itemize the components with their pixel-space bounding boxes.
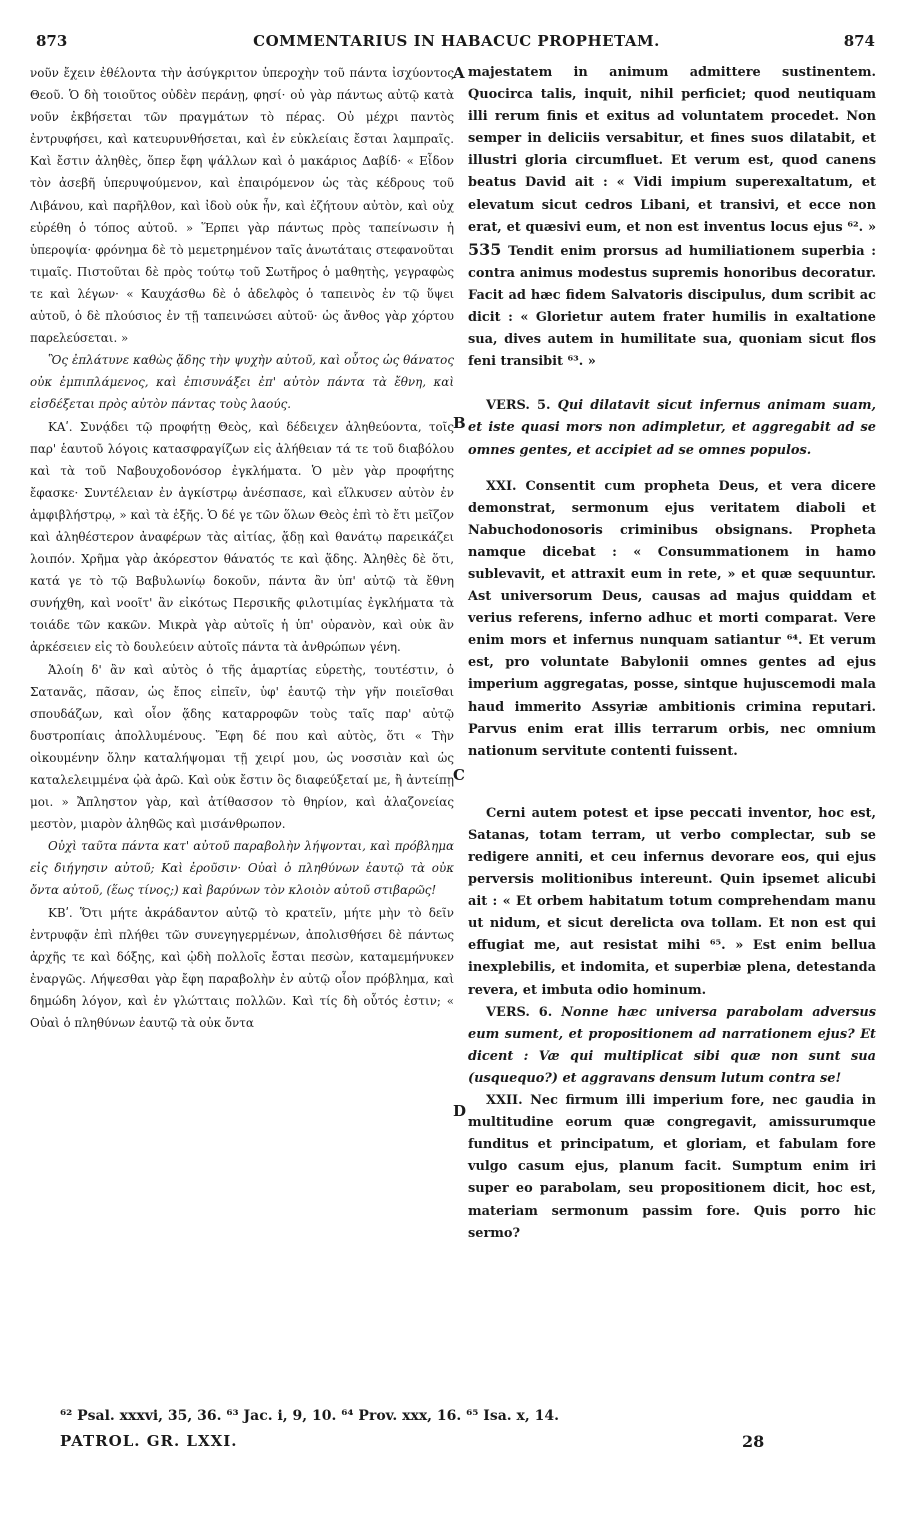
section-marker: C <box>453 766 465 784</box>
verse-label: VERS. 6. <box>486 1004 553 1020</box>
verse-text: Nonne hæc universa parabolam adversus eum sument, et propositionem ad narrationem ejus? Et dicent : Væ qui multiplicat sibi quæ non sunt sua (usquequo?) et aggravans densum lutum contra se! <box>468 1004 876 1086</box>
latin-paragraph: XXI. Consentit cum propheta Deus, et vera dicere demonstrat, sermonum ejus veritatem diaboli et Nabuchodonosoris criminibus obsignans. Propheta namque dicebat : « Consummationem in hamo sublevavit, et attraxit eum in rete, » et quæ sequuntur. Ast universorum Deus, causas ad majus quiddam et verius referens, inferno adhuc et morti comparat. Vere enim mors et infernus nunquam satiantur ⁶⁴. Et verum est, pro voluntate Babylonii omnes gentes ad ejus imperium aggregatas, posse, sintque hujuscemodi mala haud immerito Assyriæ ambitionis crimina reputari. Parvus enim erat illis terrarum orbis, nec omnium nationum servitute contenti fuissent. <box>468 478 876 759</box>
section-marker: D <box>453 1102 467 1120</box>
greek-paragraph: ΚΒʹ. Ὅτι μήτε ἀκράδαντον αὐτῷ τὸ κρατεῖν, μήτε μὴν τὸ δεῖν ἐντρυφᾷν ἐπὶ πλήθει τῶν συνεγηγερμένων, ἀπολισθήσει δὲ πάντως ἀρχῆς τε καὶ δόξης, καὶ ᾠδὴ πολλοῖς ἔσται πεσὼν, καταμεμήνυκεν ἐναργῶς. Λήψεσθαι γὰρ ἔφη παραβολὴν ἐν αὐτῷ οἷον πρόβλημα, καὶ δημώδη λόγον, καὶ ἐν γλώτταις πολλῶν. Καὶ τίς δὴ οὗτός ἐστιν; « Οὐαὶ ὁ πληθύνων ἑαυτῷ τὰ οὐκ ὄντα <box>30 905 454 1031</box>
section-marker: B <box>453 414 466 432</box>
signature-number: 28 <box>742 1432 765 1451</box>
section-marker: A <box>453 64 465 82</box>
latin-paragraph <box>468 62 876 373</box>
column-number: 535 <box>468 239 502 259</box>
verse-label: VERS. 5. <box>486 398 551 414</box>
page-number-left: 873 <box>36 32 68 50</box>
greek-verse-5: Ὃς ἐπλάτυνε καθὼς ᾅδης τὴν ψυχὴν αὐτοῦ, καὶ οὗτος ὡς θάνατος οὐκ ἐμπιπλάμενος, καὶ ἐπισυνάξει ἐπ' αὐτὸν πάντα τὰ ἔθνη, καὶ εἰσδέξεται πρὸς αὐτὸν πάντας τοὺς λαούς. <box>30 353 454 412</box>
running-title: COMMENTARIUS IN HABACUC PROPHETAM. <box>253 32 660 50</box>
latin-verse-5 <box>468 395 876 461</box>
latin-column <box>468 62 876 1245</box>
latin-paragraph: XXII. Nec firmum illi imperium fore, nec gaudia in multitudine eorum quæ congregavit, amissurumque funditus et principatum, et gloriam, et fabulam fore vulgo casum ejus, planum facit. Sumptum enim iri super eo parabolam, seu propositionem dicit, hoc est, materiam sermonum passim fore. Quis porro hic sermo? <box>468 1093 876 1241</box>
greek-column <box>30 62 454 1034</box>
verse-text: Qui dilatavit sicut infernus animam suam, et iste quasi mors non adimpletur, et aggregabit ad se omnes gentes, et accipiet ad se omnes populos. <box>468 398 876 458</box>
latin-verse-6 <box>468 1002 876 1090</box>
greek-verse-6: Οὐχὶ ταῦτα πάντα κατ' αὐτοῦ παραβολὴν λήψονται, καὶ πρόβλημα εἰς διήγησιν αὐτοῦ; Καὶ ἐροῦσιν· Οὐαὶ ὁ πληθύνων ἑαυτῷ τὰ οὐκ ὄντα αὐτοῦ, (ἕως τίνος;) καὶ βαρύνων τὸν κλοιὸν αὐτοῦ στιβαρῶς! <box>30 839 454 898</box>
footnotes: ⁶² Psal. xxxvi, 35, 36. ⁶³ Jac. i, 9, 10. ⁶⁴ Prov. xxx, 16. ⁶⁵ Isa. x, 14. <box>60 1408 559 1424</box>
page-number-right: 874 <box>843 32 875 50</box>
greek-paragraph: Ἁλοίη δ' ἂν καὶ αὐτὸς ὁ τῆς ἁμαρτίας εὑρετὴς, τουτέστιν, ὁ Σατανᾶς, πᾶσαν, ὡς ἔπος εἰπεῖν, ὑφ' ἑαυτῷ τὴν γῆν ποιεῖσθαι σπουδάζων, καὶ οἷον ᾅδης καταρροφῶν τοὺς ταῖς παρ' αὐτῷ δυστροπίαις ἀπολλυμένους. Ἔφη δέ που καὶ αὐτὸς, ὅτι « Τὴν οἰκουμένην ὅλην καταλήψομαι τῇ χειρί μου, ὡς νοσσιὰν καὶ ὡς καταλελειμμένα ᾠὰ ἀρῶ. Καὶ οὐκ ἔστιν ὃς διαφεύξεταί με, ἢ ἀντείπῃ μοι. » Ἄπληστον γὰρ, καὶ ἀτίθασσον τὸ θηρίον, καὶ ἀλαζονείας μεστὸν, μιαρὸν ἀληθῶς καὶ μισάνθρωπον. <box>30 662 454 832</box>
latin-text: majestatem in animum admittere sustinentem. Quocirca talis, inquit, nihil perficiet; quod neutiquam illi rerum finis et exitus ad voluntatem procedet. Non semper in deliciis versabitur, et fines suos dilatabit, et illustri gloria circumfluet. Et verum est, quod canens beatus David ait : « Vidi impium superexaltatum, et elevatum sicut cedros Libani, et transivi, et ecce non erat, et quæsivi eum, et non est inventus locus ejus ⁶². » <box>468 65 876 235</box>
latin-paragraph: Cerni autem potest et ipse peccati inventor, hoc est, Satanas, totam terram, ut verbo complectar, sub se redigere anniti, et ceu infernus devorare eos, qui ejus perversis molitionibus intereunt. Quin ipsemet alicubi ait : « Et orbem habitatum totum comprehendam manu ut nidum, et sicut derelicta ova tollam. Et non est qui effugiat me, aut resistat mihi ⁶⁵. » Est enim bellua inexplebilis, et indomita, et superbiæ plena, detestanda revera, et imbuta odio hominum. <box>468 805 876 998</box>
page-header <box>0 32 913 56</box>
greek-paragraph: νοῦν ἔχειν ἐθέλοντα τὴν ἀσύγκριτον ὑπεροχὴν τοῦ πάντα ἰσχύοντος Θεοῦ. Ὁ δὴ τοιοῦτος οὐδὲν περάνῃ, φησί· οὐ γὰρ πάντως αὐτῷ κατὰ νοῦν ἐκβήσεται τῶν πραγμάτων τὸ πέρας. Οὐ μέχρι παντὸς ἐντρυφήσει, καὶ κατευρυνθήσεται, καὶ ἐν εὐκλείαις ἔσται λαμπραῖς. Καὶ ἔστιν ἀληθὲς, ὅπερ ἔφη ψάλλων καὶ ὁ μακάριος Δαβίδ· « Εἶδον τὸν ἀσεβῆ ὑπερυψούμενον, καὶ ἐπαιρόμενον ὡς τὰς κέδρους τοῦ Λιβάνου, καὶ παρῆλθον, καὶ ἰδοὺ οὐκ ἦν, καὶ ἐζήτουν αὐτὸν, καὶ οὐχ εὑρέθη ὁ τόπος αὐτοῦ. » Ἕρπει γὰρ πάντως πρὸς ταπείνωσιν ἡ ὑπεροψία· φρόνημα δὲ τὸ μεμετρημένον ταῖς ἀνωτάταις στεφανοῦται τιμαῖς. Πιστοῦται δὲ πρὸς τούτῳ τοῦ Σωτῆρος ὁ μαθητὴς, γεγραφὼς τε καὶ λέγων· « Καυχάσθω δὲ ὁ ἀδελφὸς ὁ ταπεινὸς ἐν τῷ ὕψει αὐτοῦ, ὁ δὲ πλούσιος ἐν τῇ ταπεινώσει αὐτοῦ· ὡς ἄνθος γὰρ χόρτου παρελεύσεται. » <box>30 66 454 346</box>
greek-paragraph: ΚΑʹ. Συνᾴδει τῷ προφήτῃ Θεὸς, καὶ δέδειχεν ἀληθεύοντα, τοῖς παρ' ἑαυτοῦ λόγοις κατασφραγίζων εἰς ἀλήθειαν τά τε τοῦ διαβόλου καὶ τὰ τοῦ Ναβουχοδονόσορ ἐγκλήματα. Ὁ μὲν γὰρ προφήτης ἔφασκε· Συντέλειαν ἐν ἀγκίστρῳ ἀνέσπασε, καὶ εἵλκυσεν αὐτὸν ἐν ἀμφιβλήστρῳ, » καὶ τὰ ἑξῆς. Ὁ δέ γε τῶν ὅλων Θεὸς ἐπὶ τὸ ἔτι μεῖζον καὶ ἀληθέστερον ἀναφέρων τὰς αἰτίας, ᾅδῃ καὶ θανάτῳ παρεικάζει λοιπόν. Χρῆμα γὰρ ἀκόρεστον θάνατός τε καὶ ᾅδης. Ἀληθὲς δὲ ὅτι, κατά γε τὸ τῷ Βαβυλωνίῳ δοκοῦν, πάντα ἂν ὑπ' αὐτῷ τὰ ἔθνη συνήχθη, καὶ νοοῖτ' ἂν εἰκότως Περσικῆς φιλοτιμίας ἐγκλήματα τὰ τοιάδε τῶν κακῶν. Μικρὰ γὰρ αὐτοῖς ἡ ὑπ' οὐρανὸν, καὶ οὐκ ἂν ἀρκέσειεν εἰς τὸ δουλεύειν αὐτοῖς πάντα τὰ ἀνθρώπων γένη. <box>30 419 454 655</box>
signature-line: PATROL. GR. LXXI. <box>60 1432 238 1450</box>
latin-text: Tendit enim prorsus ad humiliationem superbia : contra animus modestus supremis honoribus decoratur. Facit ad hæc fidem Salvatoris discipulus, dum scribit ac dicit : « Glorietur autem frater humilis in exaltatione sua, dives autem in humilitate sua, quoniam sicut flos feni transibit ⁶³. » <box>468 243 876 370</box>
